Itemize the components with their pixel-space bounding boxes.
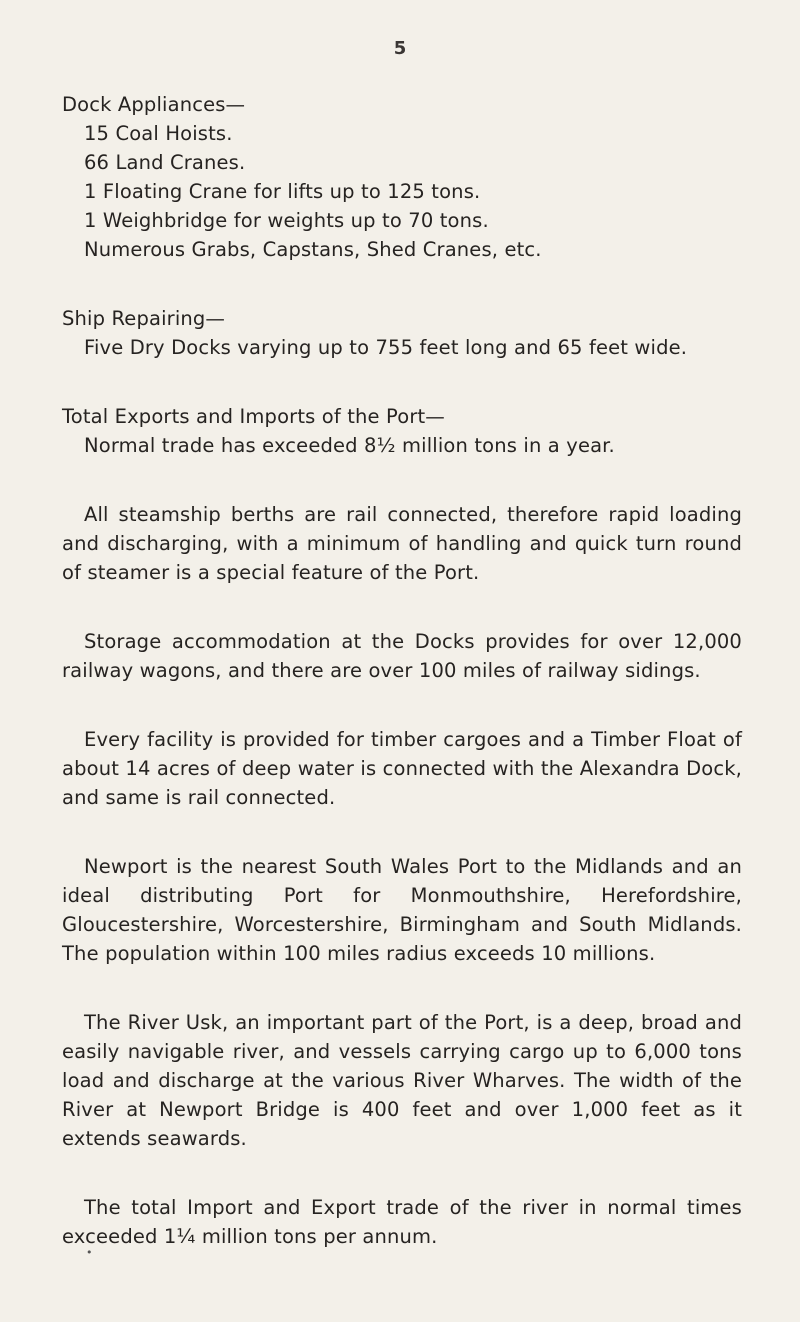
list-item: 1 Floating Crane for lifts up to 125 tons. <box>84 180 481 203</box>
list-item: 66 Land Cranes. <box>84 151 246 174</box>
paragraph-rail-connected: All steamship berths are rail connected, therefore rapid loading and discharging, with a minimum of handling and quick turn round of steamer is a special feature of the Port. <box>62 503 742 584</box>
paragraph-newport: Newport is the nearest South Wales Port to the Midlands and an ideal distributing Port for Monmouthshire, Herefordshire, Gloucestershire, Worcestershire, Birmingham and South Midlands. The population within 100 miles radius exceeds 10 millions. <box>62 855 742 965</box>
section-heading: Ship Repairing— <box>62 307 226 330</box>
paragraph-storage: Storage accommodation at the Docks provides for over 12,000 railway wagons, and there are over 100 miles of railway sidings. <box>62 630 742 682</box>
list-item: Five Dry Docks varying up to 755 feet long and 65 feet wide. <box>84 336 688 359</box>
paragraph-total-trade: The total Import and Export trade of the river in normal times exceeded 1¼ million tons per annum. <box>62 1196 742 1248</box>
list-item: Numerous Grabs, Capstans, Shed Cranes, etc. <box>84 238 542 261</box>
section-heading: Dock Appliances— <box>62 93 246 116</box>
list-item: 1 Weighbridge for weights up to 70 tons. <box>84 209 489 232</box>
dock-appliances-section <box>62 90 742 264</box>
page-number: 5 <box>393 38 407 59</box>
list-item: Normal trade has exceeded 8½ million tons in a year. <box>84 434 615 457</box>
paragraph-timber: Every facility is provided for timber cargoes and a Timber Float of about 14 acres of deep water is connected with the Alexandra Dock, and same is rail connected. <box>62 728 742 809</box>
ship-repairing-section <box>62 304 742 362</box>
section-heading: Total Exports and Imports of the Port— <box>62 405 445 428</box>
paragraph-river-usk: The River Usk, an important part of the Port, is a deep, broad and easily navigable river, and vessels carrying cargo up to 6,000 tons load and discharge at the various River Wharves. The width of the River at Newport Bridge is 400 feet and over 1,000 feet as it extends seawards. <box>62 1011 742 1150</box>
total-exports-section <box>62 402 742 460</box>
page-body <box>62 90 742 1251</box>
list-item: 15 Coal Hoists. <box>84 122 233 145</box>
stray-mark: • <box>86 1246 93 1259</box>
